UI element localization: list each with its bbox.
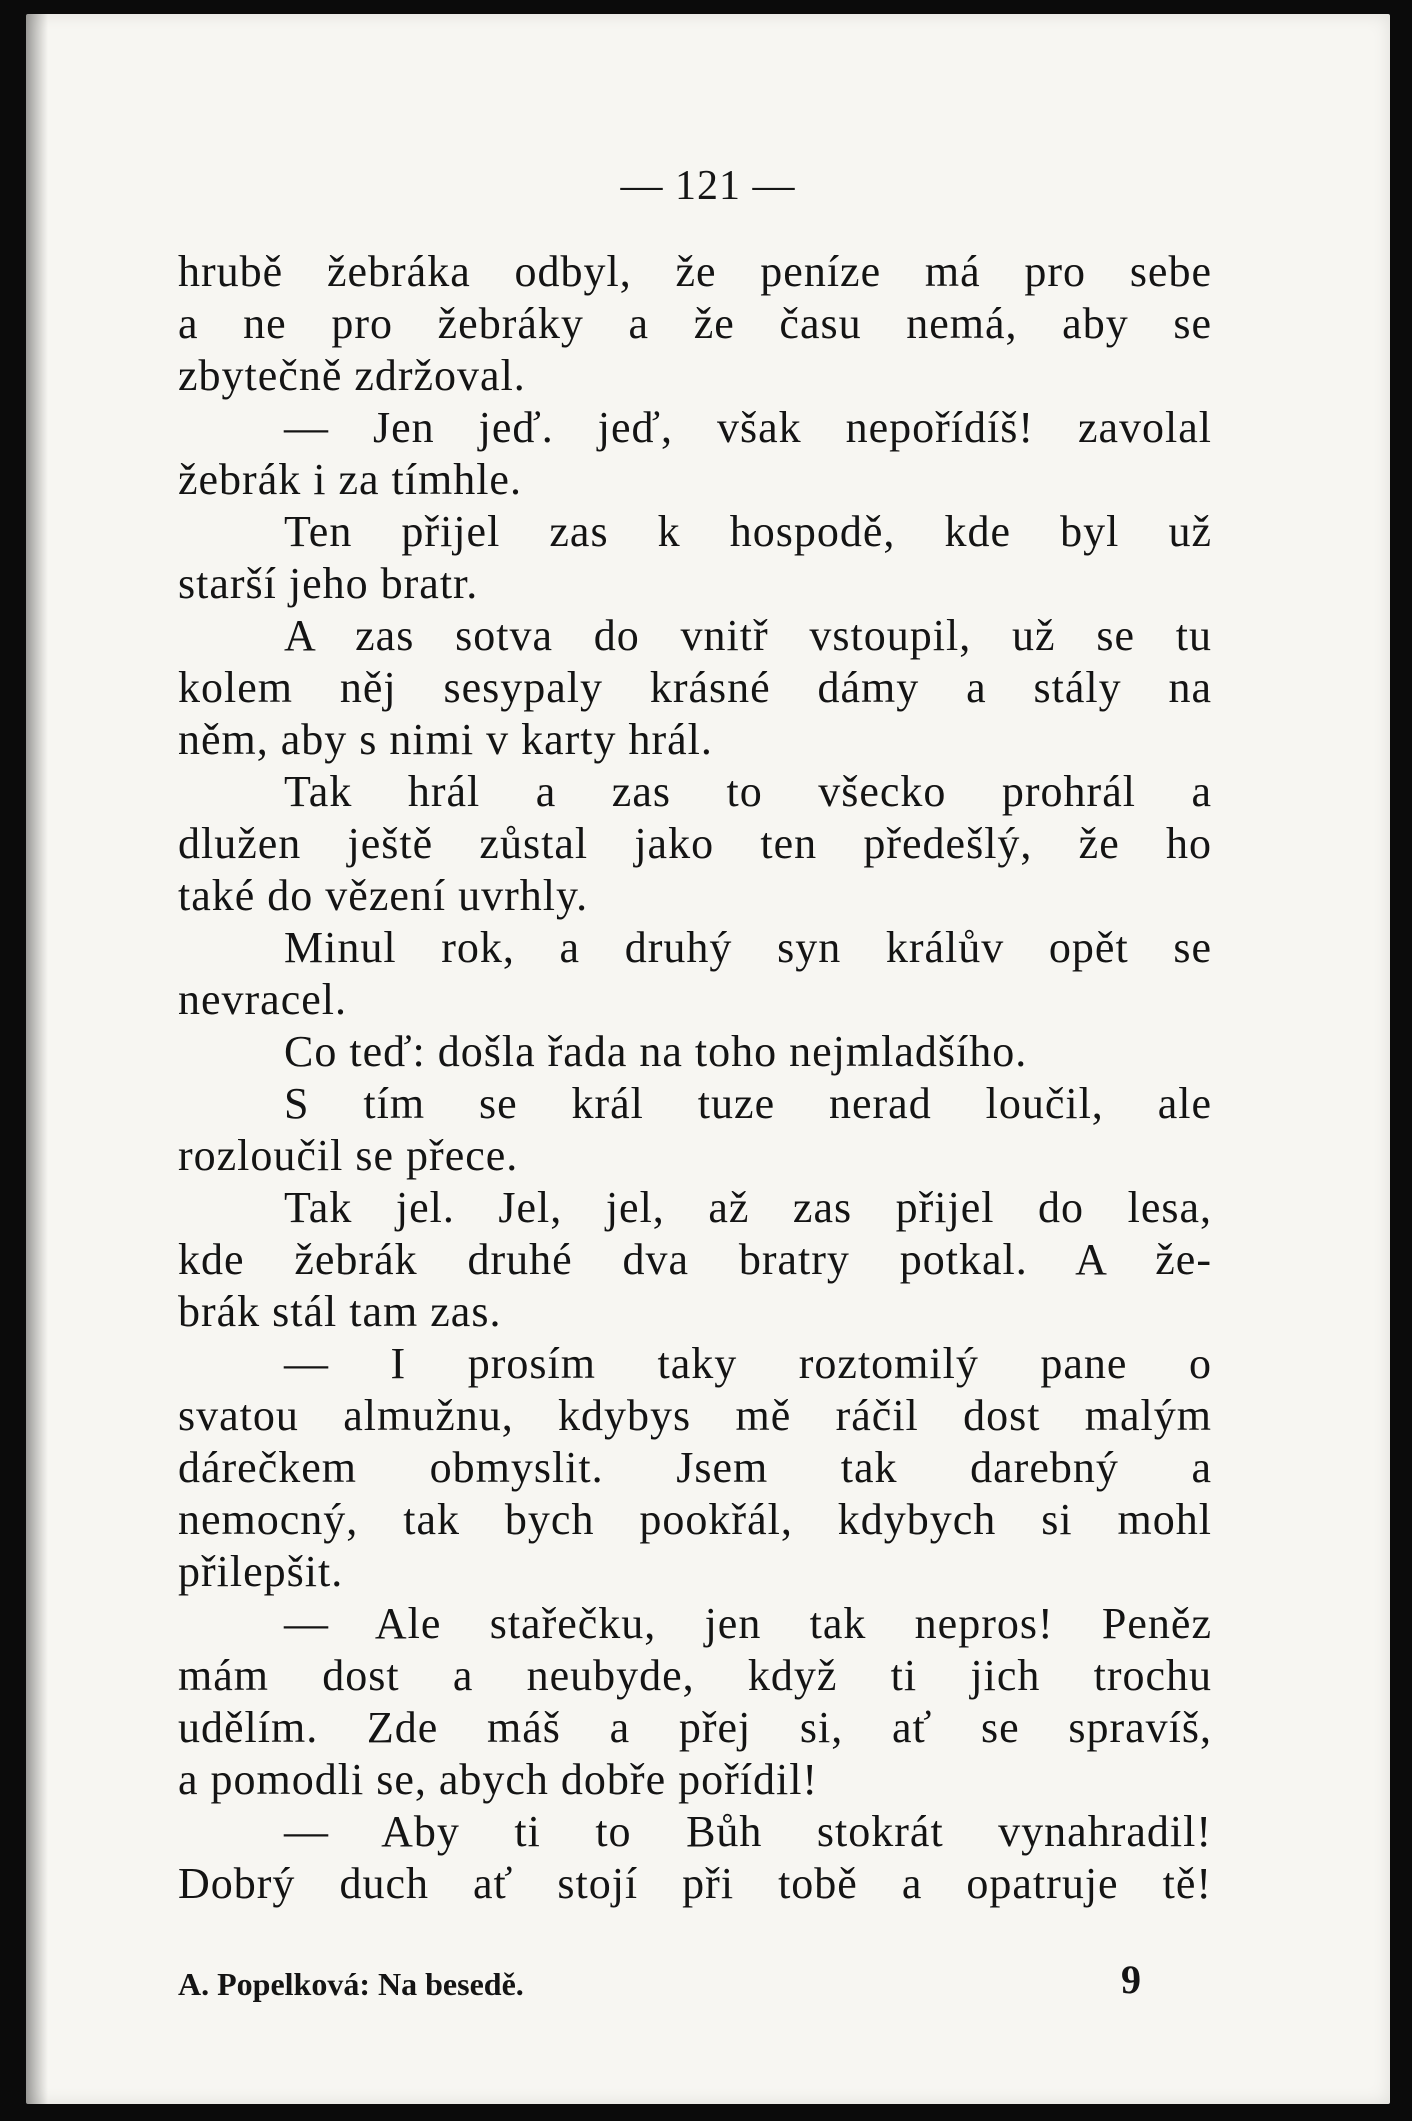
text-line: svatou almužnu, kdybys mě ráčil dost malým: [178, 1391, 1212, 1440]
text-line: — Ale stařečku, jen tak nepros! Peněz: [284, 1599, 1212, 1648]
text-line: — I prosím taky roztomilý pane o: [284, 1339, 1212, 1388]
text-line: mám dost a neubyde, když ti jich trochu: [178, 1651, 1212, 1700]
text-line: a pomodli se, abych dobře pořídil!: [178, 1755, 819, 1804]
text-line: A zas sotva do vnitř vstoupil, už se tu: [284, 611, 1212, 660]
text-line: dárečkem obmyslit. Jsem tak darebný a: [178, 1443, 1212, 1492]
text-line: Tak jel. Jel, jel, až zas přijel do lesa,: [284, 1183, 1212, 1232]
text-line: nevracel.: [178, 975, 347, 1024]
text-line: dlužen ještě zůstal jako ten předešlý, že ho: [178, 819, 1212, 868]
text-line: starší jeho bratr.: [178, 559, 479, 608]
text-line: — Aby ti to Bůh stokrát vynahradil!: [284, 1807, 1212, 1856]
text-line: také do vězení uvrhly.: [178, 871, 589, 920]
text-line: Minul rok, a druhý syn králův opět se: [284, 923, 1212, 972]
text-line: brák stál tam zas.: [178, 1287, 502, 1336]
text-line: Tak hrál a zas to všecko prohrál a: [284, 767, 1212, 816]
text-line: rozloučil se přece.: [178, 1131, 519, 1180]
text-line: Co teď: došla řada na toho nejmladšího.: [284, 1027, 1028, 1076]
text-line: Dobrý duch ať stojí při tobě a opatruje tě!: [178, 1859, 1212, 1908]
text-line: a ne pro žebráky a že času nemá, aby se: [178, 299, 1212, 348]
book-page: [26, 14, 1390, 2104]
footer-signature: A. Popelková: Na besedě.: [178, 1966, 524, 2002]
text-line: hrubě žebráka odbyl, že peníze má pro sebe: [178, 247, 1212, 296]
text-line: Ten přijel zas k hospodě, kde byl už: [284, 507, 1212, 556]
text-line: něm, aby s nimi v karty hrál.: [178, 715, 713, 764]
text-line: kde žebrák druhé dva bratry potkal. A že-: [178, 1235, 1212, 1284]
binding-shadow: [26, 14, 48, 2104]
page-number: — 121 —: [620, 163, 796, 209]
sheet-number: 9: [1121, 1957, 1141, 2002]
text-line: přilepšit.: [178, 1547, 344, 1596]
text-line: udělím. Zde máš a přej si, ať se spravíš,: [178, 1703, 1212, 1752]
text-line: žebrák i za tímhle.: [178, 455, 522, 504]
text-line: zbytečně zdržoval.: [178, 351, 526, 400]
text-line: S tím se král tuze nerad loučil, ale: [284, 1079, 1212, 1128]
text-line: nemocný, tak bych pookřál, kdybych si mohl: [178, 1495, 1212, 1544]
text-line: — Jen jeď. jeď, však nepořídíš! zavolal: [284, 403, 1212, 452]
body-text: [178, 246, 1212, 1910]
text-line: kolem něj sesypaly krásné dámy a stály na: [178, 663, 1212, 712]
